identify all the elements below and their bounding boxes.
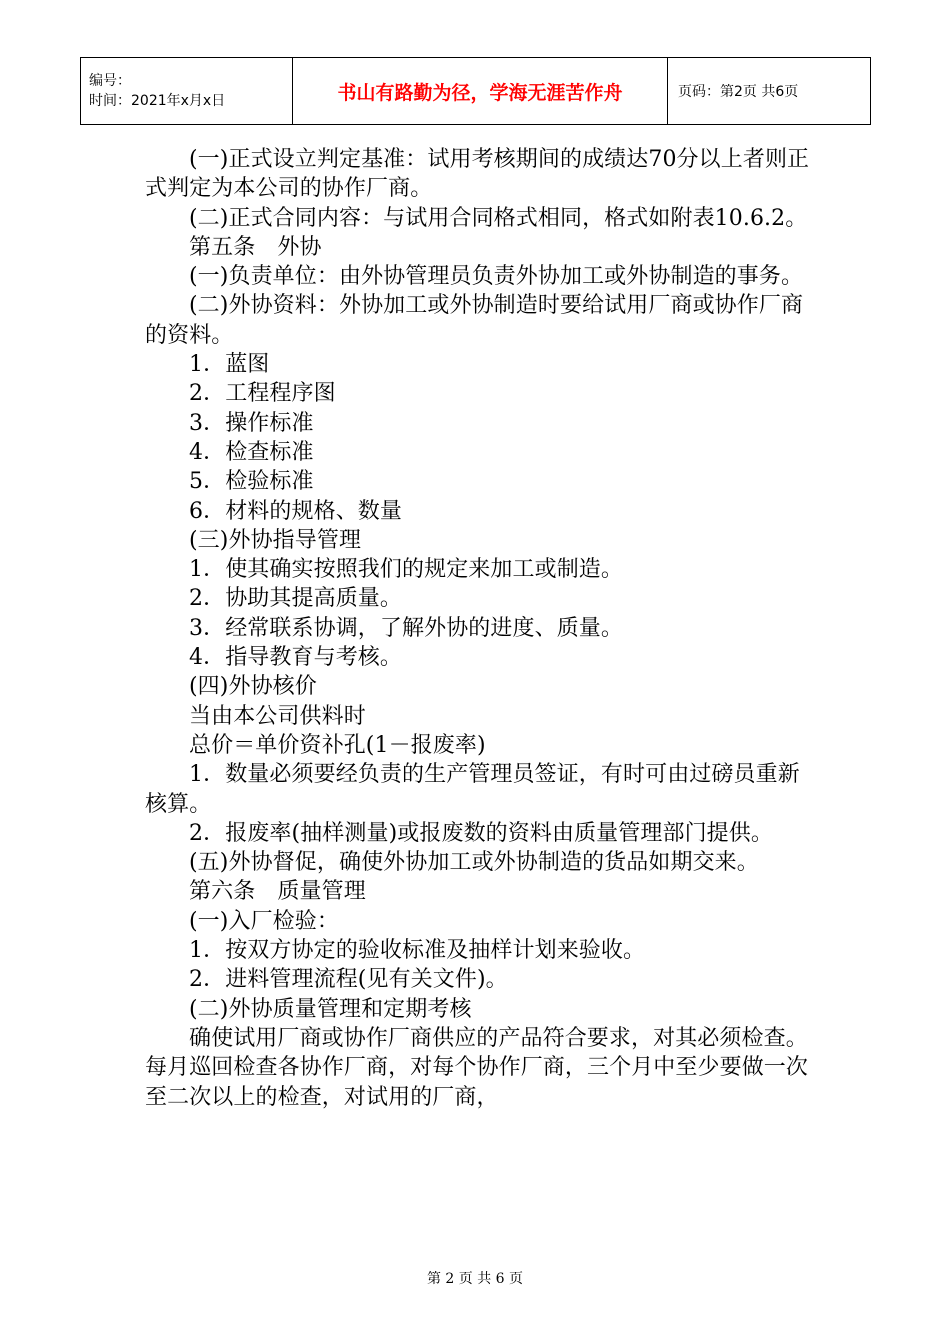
body-paragraph: 1．蓝图 [189,352,270,378]
document-body [145,145,813,1112]
body-paragraph: 确使试用厂商或协作厂商供应的产品符合要求，对其必须检查。每月巡回检查各协作厂商，对每个协作厂商，三个月中至少要做一次至二次以上的检查，对试用的厂商， [145,1025,809,1110]
body-paragraph: 2．报废率(抽样测量)或报废数的资料由质量管理部门提供。 [189,820,773,846]
body-paragraph: 3．经常联系协调，了解外协的进度、质量。 [189,615,623,641]
body-paragraph: (二)外协资料：外协加工或外协制造时要给试用厂商或协作厂商的资料。 [145,293,804,348]
header-page-info: 页码：第2页 共6页 [668,58,871,125]
header-motto: 书山有路勤为径，学海无涯苦作舟 [293,58,668,125]
body-paragraph: 6．材料的规格、数量 [189,498,402,524]
body-paragraph: 总价＝单价资䃼孔(1－报废率) [189,732,486,758]
body-paragraph: 第五条 外协 [189,234,322,260]
body-paragraph: 2．进料管理流程(见有关文件)。 [189,967,508,993]
body-paragraph: 1．按双方协定的验收标准及抽样计划来验收。 [189,938,646,964]
body-paragraph: 第六条 质量管理 [189,879,366,905]
document-number-label: 编号： [89,73,131,89]
body-paragraph: 4．检查标准 [189,439,314,465]
body-paragraph: 2．协助其提高质量。 [189,586,402,612]
header-meta-cell [81,58,293,125]
body-paragraph: 4．指导教育与考核。 [189,645,402,671]
body-paragraph: (四)外协核价 [189,674,317,700]
body-paragraph: 5．检验标准 [189,469,314,495]
page-footer: 第 2 页 共 6 页 [426,1271,524,1287]
document-time-label: 时间：2021年x月x日 [89,93,226,109]
body-paragraph: 2．工程程序图 [189,381,336,407]
page-header [80,57,871,125]
body-paragraph: (二)外协质量管理和定期考核 [189,996,472,1022]
body-paragraph: (五)外协督促，确使外协加工或外协制造的货品如期交来。 [189,850,759,876]
body-paragraph: 当由本公司供料时 [189,703,366,729]
body-paragraph: (一)正式设立判定基准：试用考核期间的成绩达70分以上者则正式判定为本公司的协作厂商。 [145,147,810,202]
body-paragraph: 1．数量必须要经负责的生产管理员签证，有时可由过磅员重新核算。 [145,762,800,817]
body-paragraph: 1．使其确实按照我们的规定来加工或制造。 [189,557,623,583]
body-paragraph: 3．操作标准 [189,410,314,436]
body-paragraph: (一)入厂检验： [189,908,339,934]
body-paragraph: (三)外协指导管理 [189,527,362,553]
body-paragraph: (二)正式合同内容：与试用合同格式相同，格式如附表10.6.2。 [189,205,808,231]
body-paragraph: (一)负责单位：由外协管理员负责外协加工或外协制造的事务。 [189,264,804,290]
